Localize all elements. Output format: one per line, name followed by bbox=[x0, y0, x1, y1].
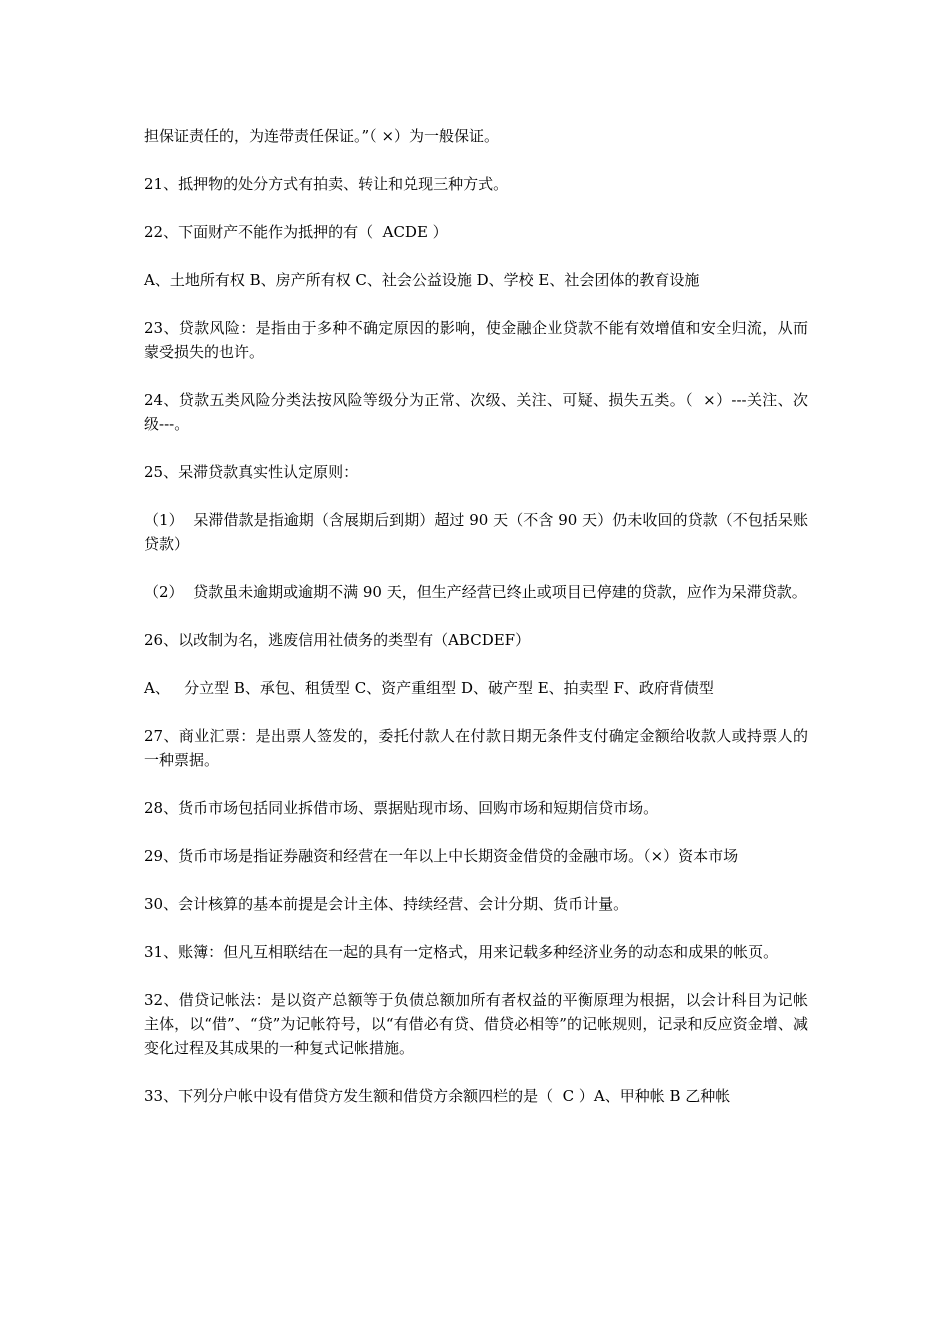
paragraph-27: 27、商业汇票：是出票人签发的，委托付款人在付款日期无条件支付确定金额给收款人或持票人的一种票据。 bbox=[144, 727, 808, 769]
paragraph-30: 30、会计核算的基本前提是会计主体、持续经营、会计分期、货币计量。 bbox=[144, 895, 629, 913]
paragraph-33: 33、下列分户帐中设有借贷方发生额和借贷方余额四栏的是（ C ）A、甲种帐 B 乙种帐 bbox=[144, 1087, 731, 1105]
document-body bbox=[144, 124, 808, 1132]
paragraph-25: 25、呆滞贷款真实性认定原则： bbox=[144, 463, 359, 481]
paragraph-guarantee-note: 担保证责任的，为连带责任保证。”（ ×）为一般保证。 bbox=[144, 127, 500, 145]
paragraph-22: 22、下面财产不能作为抵押的有（ ACDE ） bbox=[144, 223, 448, 241]
paragraph-31: 31、账簿：但凡互相联结在一起的具有一定格式，用来记载多种经济业务的动态和成果的帐页。 bbox=[144, 943, 779, 961]
paragraph-24: 24、贷款五类风险分类法按风险等级分为正常、次级、关注、可疑、损失五类。（ ×）---关注、次级---。 bbox=[144, 391, 808, 433]
paragraph-29: 29、货币市场是指证券融资和经营在一年以上中长期资金借贷的金融市场。（×）资本市场 bbox=[144, 847, 739, 865]
paragraph-22-options: A、土地所有权 B、房产所有权 C、社会公益设施 D、学校 E、社会团体的教育设施 bbox=[144, 271, 700, 289]
paragraph-25-item-2: （2） 贷款虽未逾期或逾期不满 90 天，但生产经营已终止或项目已停建的贷款，应作为呆滞贷款。 bbox=[144, 583, 807, 601]
paragraph-21: 21、抵押物的处分方式有拍卖、转让和兑现三种方式。 bbox=[144, 175, 509, 193]
paragraph-32: 32、借贷记帐法：是以资产总额等于负债总额加所有者权益的平衡原理为根据，以会计科目为记帐主体，以“借”、“贷”为记帐符号，以“有借必有贷、借贷必相等”的记帐规则，记录和反应资金增、减变化过程及其成果的一种复式记帐措施。 bbox=[144, 991, 808, 1057]
paragraph-26-options: A、 分立型 B、承包、租赁型 C、资产重组型 D、破产型 E、拍卖型 F、政府背债型 bbox=[144, 679, 714, 697]
paragraph-23: 23、贷款风险：是指由于多种不确定原因的影响，使金融企业贷款不能有效增值和安全归流，从而蒙受损失的也许。 bbox=[144, 319, 808, 361]
paragraph-28: 28、货币市场包括同业拆借市场、票据贴现市场、回购市场和短期信贷市场。 bbox=[144, 799, 659, 817]
paragraph-26: 26、以改制为名，逃废信用社债务的类型有（ABCDEF） bbox=[144, 631, 531, 649]
paragraph-25-item-1: （1） 呆滞借款是指逾期（含展期后到期）超过 90 天（不含 90 天）仍未收回的贷款（不包括呆账贷款） bbox=[144, 511, 808, 553]
